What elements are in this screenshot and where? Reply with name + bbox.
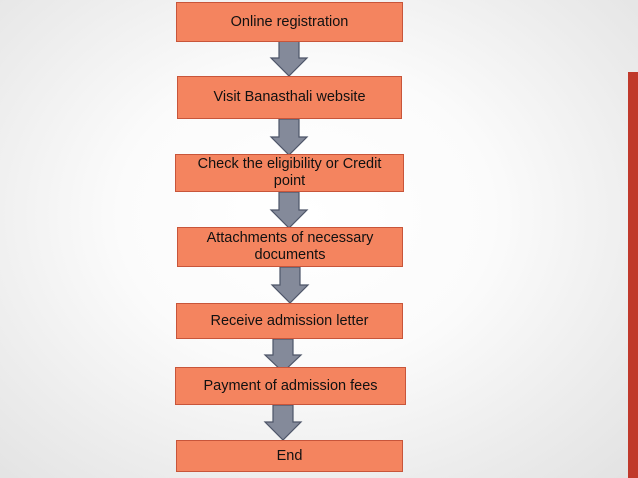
- step-label: Payment of admission fees: [203, 377, 378, 394]
- accent-bar: [628, 72, 638, 478]
- step-visit-website: [177, 76, 402, 119]
- flow-arrow-6: [265, 405, 301, 440]
- step-check-eligibility: [175, 154, 404, 192]
- step-receive-admission-letter: [176, 303, 403, 339]
- step-label: Visit Banasthali website: [213, 89, 366, 105]
- flow-arrow-2: [271, 119, 307, 155]
- step-label: End: [276, 447, 303, 464]
- step-label: Check the eligibility or Credit point: [197, 156, 382, 189]
- flow-arrow-4: [272, 267, 308, 303]
- flow-arrow-3: [271, 192, 307, 228]
- step-label: Online registration: [230, 13, 349, 30]
- step-online-registration: [176, 2, 403, 42]
- step-label: Receive admission letter: [210, 312, 369, 329]
- flow-arrow-1: [271, 41, 307, 76]
- step-end: [176, 440, 403, 472]
- step-payment-of-fees: [175, 367, 406, 405]
- step-label: Attachments of necessary documents: [206, 230, 374, 263]
- step-attach-documents: [177, 227, 403, 267]
